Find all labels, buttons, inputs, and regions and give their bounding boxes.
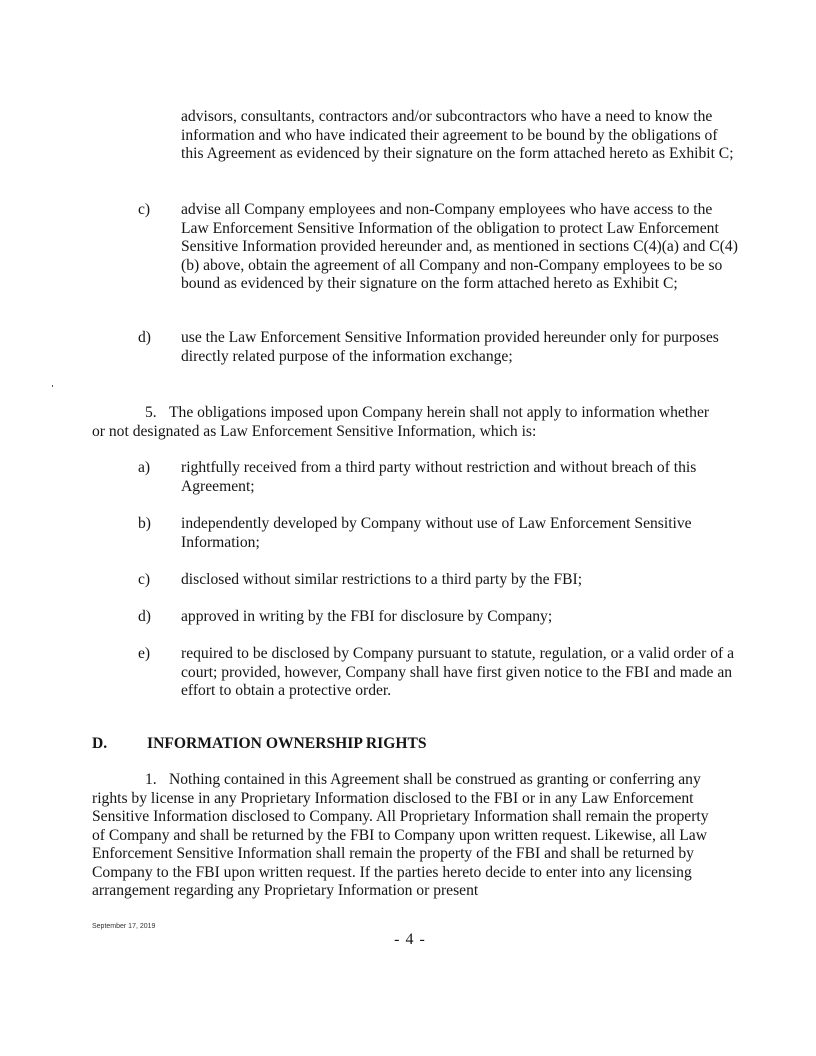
- list-item-label: d): [138, 608, 151, 625]
- list-item-label: a): [138, 459, 151, 476]
- list-item-5-a: [138, 459, 738, 497]
- list-item-label: c): [138, 201, 151, 218]
- list-item-label: b): [138, 515, 151, 532]
- continuation-paragraph: advisors, consultants, contractors and/or subcontractors who have a need to know the information and who have indicated their agreement to be bound by the obligations of this Agreement as evidenced by their signature on the form attached hereto as Exhibit C;: [181, 108, 734, 162]
- paragraph-5: [92, 404, 720, 441]
- paragraph-text: Nothing contained in this Agreement shall be construed as granting or conferring any rights by license in any Proprietary Information disclosed to the FBI or in any Law Enforcement Sensitive Information disclosed to Company. All Proprietary Information shall remain the property of Company and shall be returned by the FBI to Company upon written request. Likewise, all Law Enforcement Sensitive Information shall remain the property of the FBI and shall be returned by Company to the FBI upon written request. If the parties hereto decide to enter into any licensing arrangement regarding any Proprietary Information or present: [92, 771, 709, 899]
- list-item-5-d: [138, 608, 738, 627]
- list-item-5-b: [138, 515, 738, 553]
- section-heading-d: [92, 735, 427, 754]
- list-item-text: disclosed without similar restrictions to a third party by the FBI;: [181, 571, 583, 588]
- list-item-text: independently developed by Company without use of Law Enforcement Sensitive Information;: [181, 515, 692, 551]
- paragraph-number: 5.: [145, 404, 157, 421]
- section-letter: D.: [92, 735, 108, 752]
- list-item-text: rightfully received from a third party without restriction and without breach of this Agreement;: [181, 459, 697, 495]
- list-item-5-e: [138, 645, 738, 702]
- list-item-text: approved in writing by the FBI for disclosure by Company;: [181, 608, 553, 625]
- paragraph-d1: [92, 771, 720, 901]
- page-number: - 4 -: [394, 931, 426, 948]
- list-item-c4-c: [138, 201, 738, 296]
- list-item-c4-d: [138, 329, 738, 367]
- paragraph-text: The obligations imposed upon Company herein shall not apply to information whether or not designated as Law Enforcement Sensitive Information, which is:: [92, 404, 710, 440]
- footer-date: September 17, 2019: [92, 923, 156, 930]
- section-title: INFORMATION OWNERSHIP RIGHTS: [147, 735, 427, 752]
- paragraph-number: 1.: [145, 771, 157, 788]
- scan-speck: [52, 385, 53, 387]
- list-item-text: advise all Company employees and non-Company employees who have access to the Law Enforcement Sensitive Information of the obligation to protect Law Enforcement Sensitive Information provided hereunder and, as mentioned in sections C(4)(a) and C(4)(b) above, obtain the agreement of all Company and non-Company employees to be so bound as evidenced by their signature on the form attached hereto as Exhibit C;: [181, 201, 738, 292]
- list-item-text: required to be disclosed by Company pursuant to statute, regulation, or a valid order of a court; provided, however, Company shall have first given notice to the FBI and made an effort to obtain a protective order.: [181, 645, 734, 699]
- list-item-label: e): [138, 645, 151, 662]
- list-item-label: d): [138, 329, 151, 346]
- list-item-text: use the Law Enforcement Sensitive Information provided hereunder only for purposes directly related purpose of the information exchange;: [181, 329, 719, 365]
- list-item-label: c): [138, 571, 151, 588]
- list-item-5-c: [138, 571, 738, 590]
